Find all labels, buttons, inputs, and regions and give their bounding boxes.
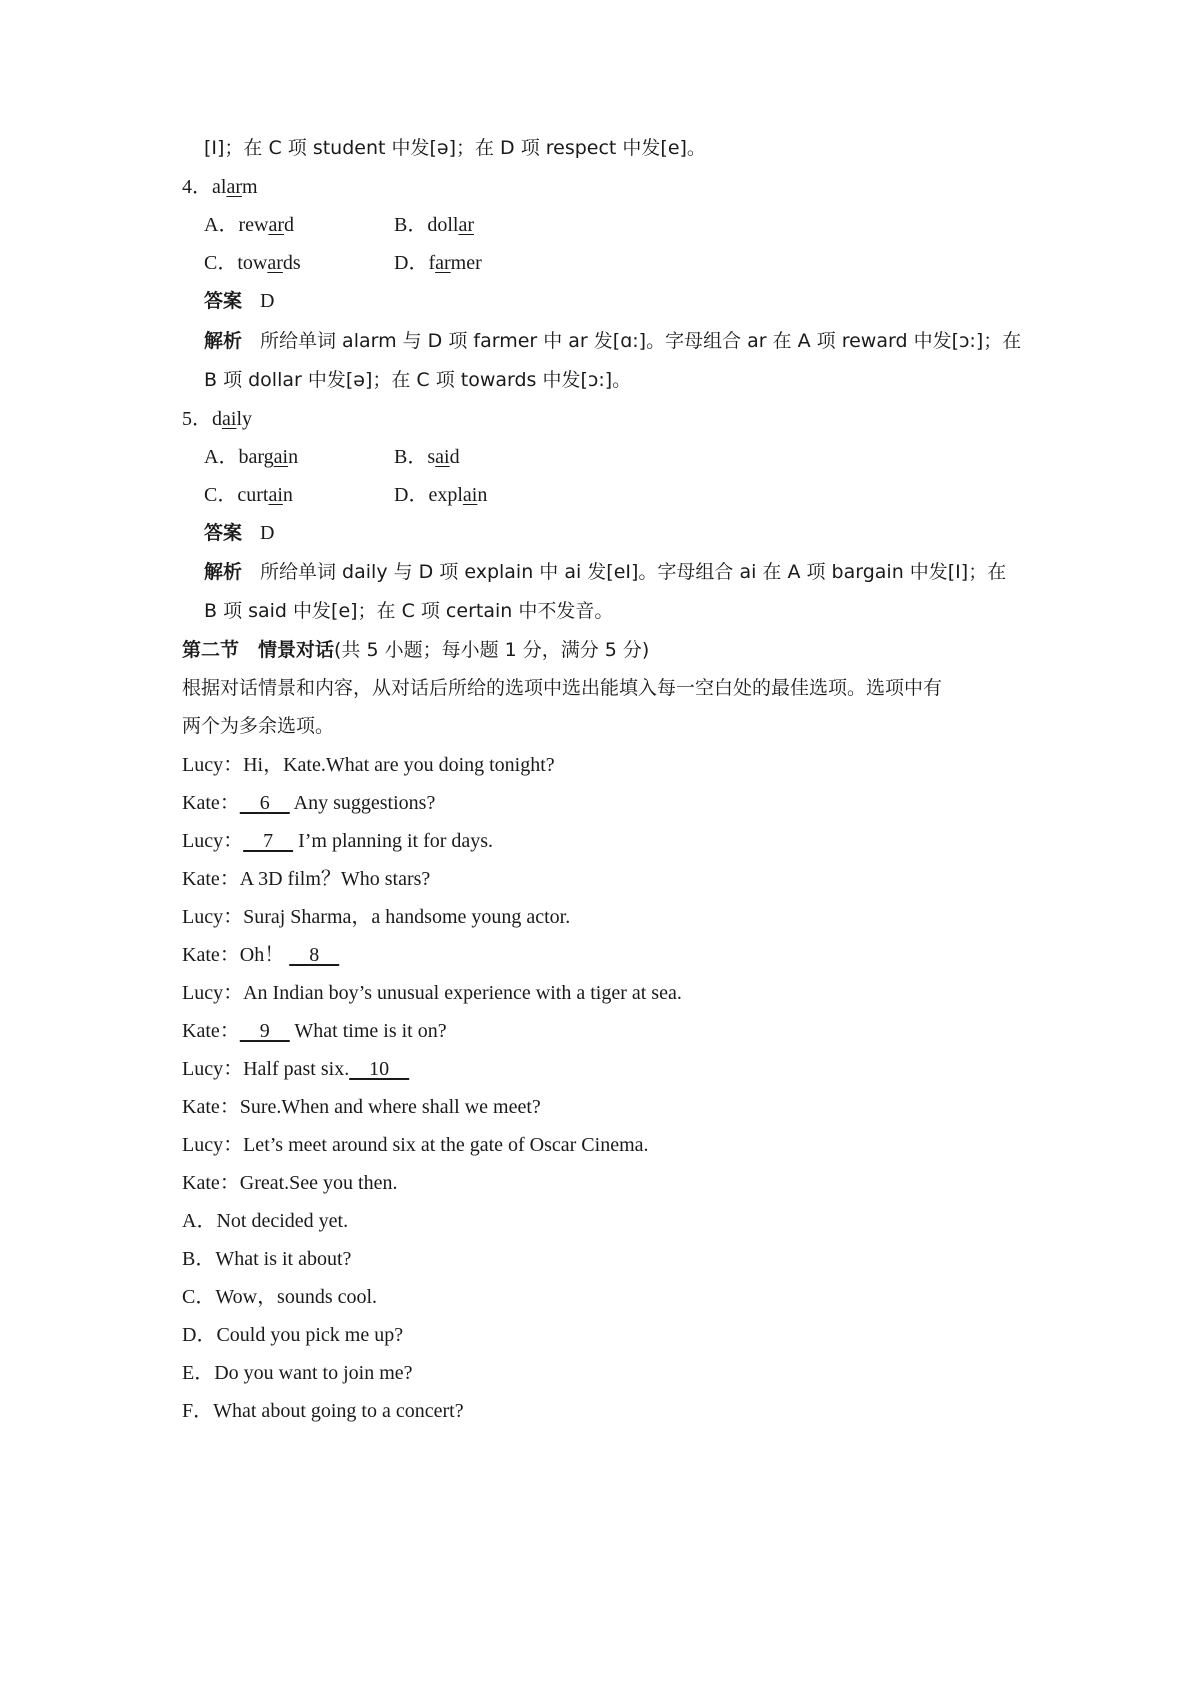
speaker: Lucy： <box>182 1134 244 1156</box>
dialogue-option-f: F．What about going to a concert? <box>182 1400 464 1422</box>
dialogue-line: Kate： 9 What time is it on? <box>182 1017 447 1045</box>
q4-underlined-letters: ar <box>226 176 242 198</box>
q4-answer <box>204 287 274 315</box>
dialogue-line: Lucy：An Indian boy’s unusual experience with a tiger at sea. <box>182 982 682 1004</box>
speaker: Lucy： <box>182 982 244 1004</box>
section2-instructions-line1: 根据对话情景和内容，从对话后所给的选项中选出能填入每一空白处的最佳选项。选项中有 <box>182 677 943 699</box>
q4-option-d: D．farmer <box>394 252 482 274</box>
q5-option-c: C．curtain <box>204 484 293 506</box>
section2-heading <box>182 636 649 664</box>
dialogue-line: Lucy：Let’s meet around six at the gate of Oscar Cinema. <box>182 1134 649 1156</box>
speaker: Kate： <box>182 1096 240 1118</box>
blank-9: 9 <box>239 1020 290 1042</box>
section2-instructions-line2: 两个为多余选项。 <box>182 715 335 737</box>
q5-analysis-line1: 解析 所给单词 daily 与 D 项 explain 中 ai 发[eI]。字母组合 ai 在 A 项 bargain 中发[I]；在 <box>204 561 1007 583</box>
dialogue-option-b: B．What is it about? <box>182 1248 352 1270</box>
q4-number: 4． <box>182 176 212 198</box>
q5-stem: 5．daily <box>182 408 252 430</box>
q4-option-b: B．dollar <box>394 214 475 236</box>
dialogue-option-e: E．Do you want to join me? <box>182 1362 413 1384</box>
speaker: Lucy： <box>182 906 244 928</box>
q4-stem: 4．alarm <box>182 176 258 198</box>
dialogue-line: Kate：Great.See you then. <box>182 1172 398 1194</box>
speaker: Kate： <box>182 944 240 966</box>
q5-answer <box>204 519 274 547</box>
q3-analysis-tail <box>204 134 706 162</box>
dialogue-line: Lucy：Suraj Sharma，a handsome young actor. <box>182 906 571 928</box>
q4-analysis-line2: B 项 dollar 中发[ə]；在 C 项 towards 中发[ɔ:]。 <box>204 369 632 391</box>
speaker: Lucy： <box>182 1058 244 1080</box>
speaker: Kate： <box>182 792 240 814</box>
speaker: Lucy： <box>182 754 244 776</box>
dialogue-option-a: A．Not decided yet. <box>182 1210 349 1232</box>
section2-score: (共 5 小题；每小题 1 分，满分 5 分) <box>334 639 650 661</box>
q5-answer-value: D <box>260 522 275 544</box>
q4-option-a: A．reward <box>204 214 294 236</box>
speaker: Kate： <box>182 1172 240 1194</box>
speaker: Lucy： <box>182 830 244 852</box>
dialogue-option-c: C．Wow，sounds cool. <box>182 1286 378 1308</box>
q5-option-a: A．bargain <box>204 446 299 468</box>
dialogue-line: Lucy：Hi，Kate.What are you doing tonight? <box>182 754 555 776</box>
q4-answer-value: D <box>260 290 275 312</box>
q5-number: 5． <box>182 408 212 430</box>
dialogue-line: Kate： 6 Any suggestions? <box>182 789 435 817</box>
dialogue-line: Lucy： 7 I’m planning it for days. <box>182 827 493 855</box>
section2-title: 第二节 情景对话 <box>182 639 335 661</box>
q5-answer-label: 答案 <box>204 522 243 544</box>
blank-10: 10 <box>349 1058 410 1080</box>
q5-option-d: D．explain <box>394 484 488 506</box>
dialogue-line: Kate：Sure.When and where shall we meet? <box>182 1096 541 1118</box>
q5-analysis-label: 解析 <box>204 561 243 583</box>
q5-underlined-letters: ai <box>222 408 237 430</box>
blank-7: 7 <box>243 830 294 852</box>
q4-analysis-line1: 解析 所给单词 alarm 与 D 项 farmer 中 ar 发[ɑ:]。字母组合 ar 在 A 项 reward 中发[ɔ:]；在 <box>204 330 1022 352</box>
dialogue-line: Kate：Oh！ 8 <box>182 941 339 969</box>
q4-answer-label: 答案 <box>204 290 243 312</box>
speaker: Kate： <box>182 1020 240 1042</box>
blank-8: 8 <box>289 944 340 966</box>
q5-option-b: B．said <box>394 446 460 468</box>
q4-analysis-label: 解析 <box>204 330 243 352</box>
dialogue-option-d: D．Could you pick me up? <box>182 1324 404 1346</box>
dialogue-line: Lucy：Half past six. 10 <box>182 1055 409 1083</box>
q3-analysis-text: [I]；在 C 项 student 中发[ə]；在 D 项 respect 中发[e]。 <box>204 137 706 159</box>
dialogue-line: Kate：A 3D film？Who stars? <box>182 868 431 890</box>
q4-option-c: C．towards <box>204 252 301 274</box>
q5-analysis-line2: B 项 said 中发[e]；在 C 项 certain 中不发音。 <box>204 600 614 622</box>
blank-6: 6 <box>239 792 290 814</box>
speaker: Kate： <box>182 868 240 890</box>
